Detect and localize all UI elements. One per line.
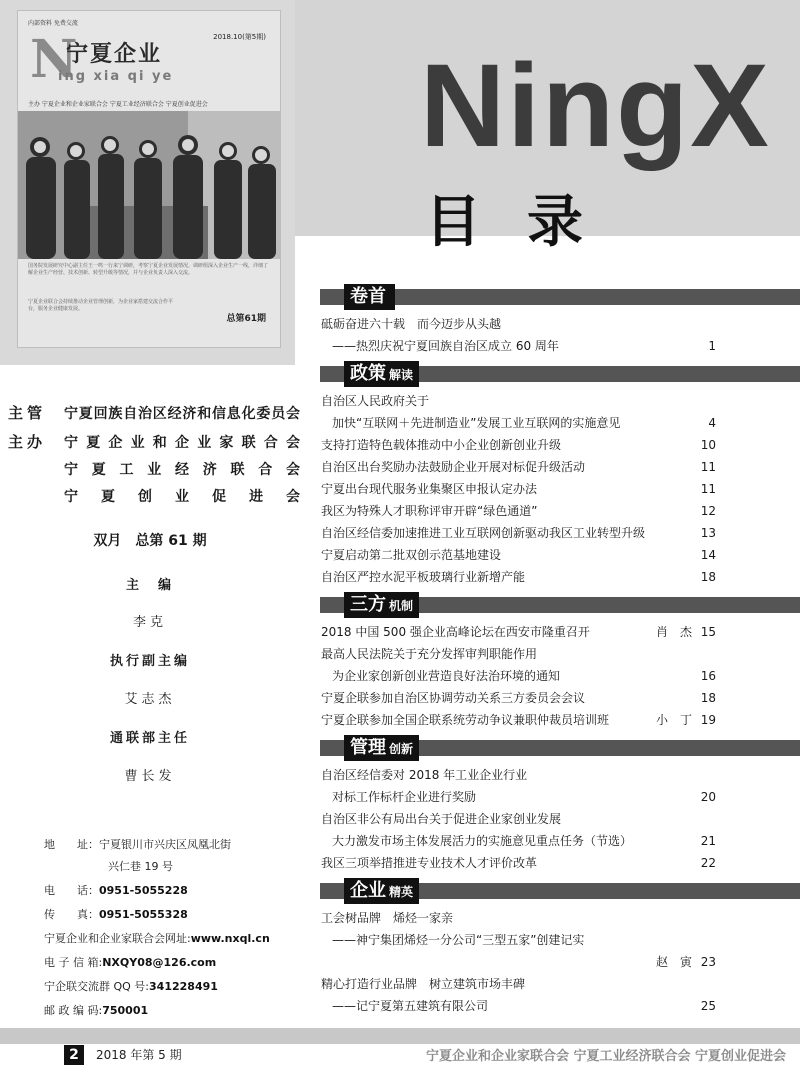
postcode-value: 750001 bbox=[102, 1004, 149, 1017]
toc-entry-page: 4 bbox=[708, 416, 716, 430]
toc-entry-title: 自治区人民政府关于 bbox=[321, 394, 430, 408]
section-title: 企业 bbox=[350, 880, 386, 901]
toc-entry-title: 我区为特殊人才职称评审开辟“绿色通道” bbox=[321, 504, 538, 518]
postcode bbox=[44, 1002, 148, 1018]
decor-word: NingX bbox=[420, 40, 771, 172]
toc-entry-title: 加快“互联网＋先进制造业”发展工业互联网的实施意见 bbox=[332, 416, 621, 430]
email-link[interactable]: NXQY08@126.com bbox=[102, 956, 217, 969]
section-title: 三方 bbox=[350, 594, 386, 615]
editor-in-chief-label: 主 编 bbox=[125, 578, 174, 593]
section-header bbox=[320, 364, 800, 384]
toc-entry-page: 18 bbox=[700, 570, 716, 584]
toc-entry-page: 19 bbox=[700, 713, 716, 727]
footer-organizations: 宁夏企业和企业家联合会 宁夏工业经济联合会 宁夏创业促进会 bbox=[425, 1049, 786, 1064]
toc-entry-title: 精心打造行业品牌 树立建筑市场丰碑 bbox=[321, 977, 526, 991]
postcode-label: 邮 政 编 码: bbox=[44, 1004, 103, 1017]
toc-entry-page: 14 bbox=[700, 548, 716, 562]
frequency: 双月 总第 61 期 bbox=[93, 533, 207, 549]
cover-total-issue: 总第61期 bbox=[226, 314, 266, 324]
competent-label: 主管 bbox=[8, 404, 47, 422]
toc-entry-page: 10 bbox=[700, 438, 716, 452]
section-label bbox=[344, 878, 419, 904]
toc-entry-page: 25 bbox=[700, 999, 716, 1013]
website-link[interactable]: www.nxql.cn bbox=[190, 932, 270, 945]
exec-deputy: 艾志杰 bbox=[124, 692, 176, 707]
cover-tag: 内部资料 免费交流 bbox=[28, 20, 78, 27]
toc-entry-page: 11 bbox=[700, 460, 716, 474]
toc-entry-title: 2018 中国 500 强企业高峰论坛在西安市隆重召开 bbox=[321, 625, 590, 639]
toc-entry-title: 大力激发市场主体发展活力的实施意见重点任务（节选） bbox=[332, 834, 633, 848]
competent-unit: 宁夏回族自治区经济和信息化委员会 bbox=[64, 406, 300, 422]
footer-issue: 2018 年第 5 期 bbox=[96, 1048, 182, 1062]
toc-entry-title: 宁夏企联参加自治区协调劳动关系三方委员会会议 bbox=[321, 691, 586, 705]
toc-entry-author: 肖 杰 bbox=[655, 625, 692, 639]
toc-entry-title: 对标工作标杆企业进行奖励 bbox=[332, 790, 477, 804]
sponsor-1: 宁夏企业和企业家联合会 bbox=[64, 435, 300, 451]
toc-entry-title: ——记宁夏第五建筑有限公司 bbox=[332, 999, 489, 1013]
toc-entry-title: 宁夏企联参加全国企联系统劳动争议兼职仲裁员培训班 bbox=[321, 713, 610, 727]
toc-title: 目录 bbox=[425, 189, 629, 255]
toc-entry-title: ——热烈庆祝宁夏回族自治区成立 60 周年 bbox=[332, 339, 559, 353]
toc-entry-page: 23 bbox=[700, 955, 716, 969]
phone-label: 电 话： bbox=[44, 884, 99, 897]
cover-issue: 2018.10(第5期) bbox=[213, 33, 266, 41]
address-label: 地 址： bbox=[44, 838, 99, 851]
sponsor-3: 宁夏创业促进会 bbox=[64, 489, 300, 505]
cover-note: 宁夏企业联合会持续推动企业管理创新，为企业家搭建交流合作平台，服务企业健康发展。 bbox=[28, 299, 174, 312]
toc-entry-page: 18 bbox=[700, 691, 716, 705]
email bbox=[44, 954, 216, 970]
toc-entry-page: 1 bbox=[708, 339, 716, 353]
sponsor-label: 主办 bbox=[8, 433, 47, 451]
website-label: 宁夏企业和企业家联合会网址: bbox=[44, 932, 191, 945]
toc-entry-page: 12 bbox=[700, 504, 716, 518]
cover-thumbnail[interactable] bbox=[17, 10, 281, 348]
toc-entry-page: 22 bbox=[700, 856, 716, 870]
qq-label: 宁企联交流群 QQ 号: bbox=[44, 980, 150, 993]
section-label bbox=[344, 361, 419, 387]
section-header bbox=[320, 595, 800, 615]
address-line-2: 兴仁巷 19 号 bbox=[108, 860, 173, 873]
section-header bbox=[320, 738, 800, 758]
toc-entry-page: 16 bbox=[700, 669, 716, 683]
toc-entry-page: 11 bbox=[700, 482, 716, 496]
toc-entry-page: 13 bbox=[700, 526, 716, 540]
fax-label: 传 真： bbox=[44, 908, 99, 921]
toc-entry-author: 赵 寅 bbox=[655, 955, 692, 969]
section-title: 管理 bbox=[350, 737, 386, 758]
section-label bbox=[344, 284, 395, 310]
toc-entry-page: 15 bbox=[700, 625, 716, 639]
toc-entry-title: 自治区出台奖励办法鼓励企业开展对标促升级活动 bbox=[321, 460, 586, 474]
toc-entry-title: 自治区非公有局出台关于促进企业家创业发展 bbox=[321, 812, 562, 826]
toc-entry-title: 宁夏出台现代服务业集聚区申报认定办法 bbox=[321, 482, 538, 496]
address-line-1: 宁夏银川市兴庆区凤凰北街 bbox=[99, 838, 231, 851]
cover-photo bbox=[18, 111, 280, 259]
toc-entry-title: 自治区严控水泥平板玻璃行业新增产能 bbox=[321, 570, 526, 584]
toc-entry-title: 我区三项举措推进专业技术人才评价改革 bbox=[321, 856, 538, 870]
qq-value: 341228491 bbox=[149, 980, 218, 993]
toc-entry-title: 工会树品牌 烯烃一家亲 bbox=[321, 911, 454, 925]
cover-logo-initial: N bbox=[30, 29, 78, 90]
toc-entry-title: 宁夏启动第二批双创示范基地建设 bbox=[321, 548, 502, 562]
toc-entry-author: 小 丁 bbox=[655, 713, 692, 727]
editor-in-chief: 李克 bbox=[132, 615, 167, 630]
fax bbox=[44, 906, 188, 922]
toc-entry-page: 20 bbox=[700, 790, 716, 804]
liaison-label: 通联部主任 bbox=[109, 731, 190, 746]
toc-entry-title: 自治区经信委对 2018 年工业企业行业 bbox=[321, 768, 528, 782]
section-label bbox=[344, 735, 419, 761]
toc-entry-title: ——神宁集团烯烃一分公司“三型五家”创建记实 bbox=[332, 933, 585, 947]
toc-entry-title: 最高人民法院关于充分发挥审判职能作用 bbox=[321, 647, 538, 661]
toc-entry-title: 支持打造特色载体推动中小企业创新创业升级 bbox=[321, 438, 562, 452]
email-label: 电 子 信 箱: bbox=[44, 956, 103, 969]
section-subtitle: 机制 bbox=[389, 599, 414, 613]
website bbox=[44, 930, 270, 946]
page-number: 2 bbox=[64, 1045, 84, 1065]
toc-entry-page: 21 bbox=[700, 834, 716, 848]
cover-logo-pinyin: ing xia qi ye bbox=[58, 69, 174, 84]
cover-sponsors: 主办 宁夏企业和企业家联合会 宁夏工业经济联合会 宁夏创业促进会 bbox=[28, 101, 208, 108]
section-subtitle: 精英 bbox=[389, 885, 414, 899]
section-subtitle: 创新 bbox=[389, 742, 414, 756]
liaison: 曹长发 bbox=[124, 769, 176, 784]
sponsor-2: 宁夏工业经济联合会 bbox=[64, 462, 300, 478]
cover-logo: 宁夏企业 bbox=[66, 41, 163, 67]
section-label bbox=[344, 592, 419, 618]
cover-photo-image bbox=[18, 111, 280, 259]
phone bbox=[44, 882, 188, 898]
cover-caption: 国务院发展研究中心副主任王一鸣一行来宁调研，考察宁夏企业发展情况。调研组深入企业生产一线，详细了解企业生产经营、技术创新、转型升级等情况，并与企业负责人深入交流。 bbox=[28, 263, 269, 276]
qq-group bbox=[44, 978, 218, 994]
footer-band bbox=[0, 1028, 800, 1044]
section-subtitle: 解读 bbox=[389, 368, 414, 382]
section-title: 政策 bbox=[350, 363, 386, 384]
toc-entry-title: 为企业家创新创业营造良好法治环境的通知 bbox=[332, 669, 561, 683]
address bbox=[44, 836, 231, 852]
fax-value: 0951-5055328 bbox=[99, 908, 188, 921]
toc-entry-title: 自治区经信委加速推进工业互联网创新驱动我区工业转型升级 bbox=[321, 526, 646, 540]
exec-deputy-label: 执行副主编 bbox=[109, 654, 190, 669]
toc-entry-title: 砥砺奋进六十载 而今迈步从头越 bbox=[321, 317, 502, 331]
section-header bbox=[320, 881, 800, 901]
phone-value: 0951-5055228 bbox=[99, 884, 188, 897]
section-header bbox=[320, 287, 800, 307]
section-title: 卷首 bbox=[350, 286, 386, 307]
